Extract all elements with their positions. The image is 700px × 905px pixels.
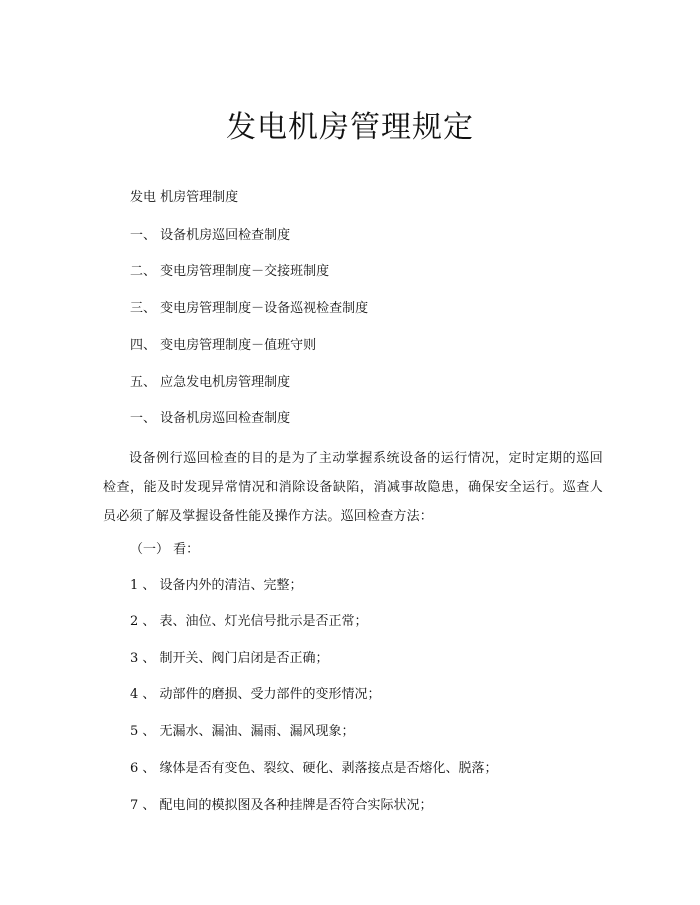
list-item: 1 、 设备内外的清洁、完整； [130,578,303,593]
list-item: 7 、 配电间的模拟图及各种挂牌是否符合实际状况； [130,798,433,813]
toc-item: 五、 应急发电机房管理制度 [130,375,291,390]
toc-item: 二、 变电房管理制度－交接班制度 [130,264,330,279]
subsection-heading: （一） 看： [130,542,200,557]
toc-item: 四、 变电房管理制度－值班守则 [130,338,317,353]
list-item: 5 、 无漏水、漏油、漏雨、漏风现象； [130,724,355,739]
list-item: 2 、 表、油位、灯光信号批示是否正常； [130,614,368,629]
body-paragraph: 设备例行巡回检查的目的是为了主动掌握系统设备的运行情况，定时定期的巡回检查，能及时发现异常情况和消除设备缺陷，消减事故隐患，确保安全运行。巡查人员必须了解及掌握设备性能及操作方法。巡回检查方法： [103,451,603,524]
list-item: 6 、 缘体是否有变色、裂纹、硬化、剥落接点是否熔化、脱落； [130,761,498,776]
toc-heading: 发电 机房管理制度 [130,190,239,205]
list-item: 4 、 动部件的磨损、受力部件的变形情况； [130,687,381,702]
list-item: 3 、 制开关、阀门启闭是否正确； [130,651,329,666]
toc-item: 一、 设备机房巡回检查制度 [130,228,291,243]
document-title: 发电机房管理规定 [226,110,474,145]
section-heading: 一、 设备机房巡回检查制度 [130,411,291,426]
toc-item: 三、 变电房管理制度－设备巡视检查制度 [130,301,369,316]
